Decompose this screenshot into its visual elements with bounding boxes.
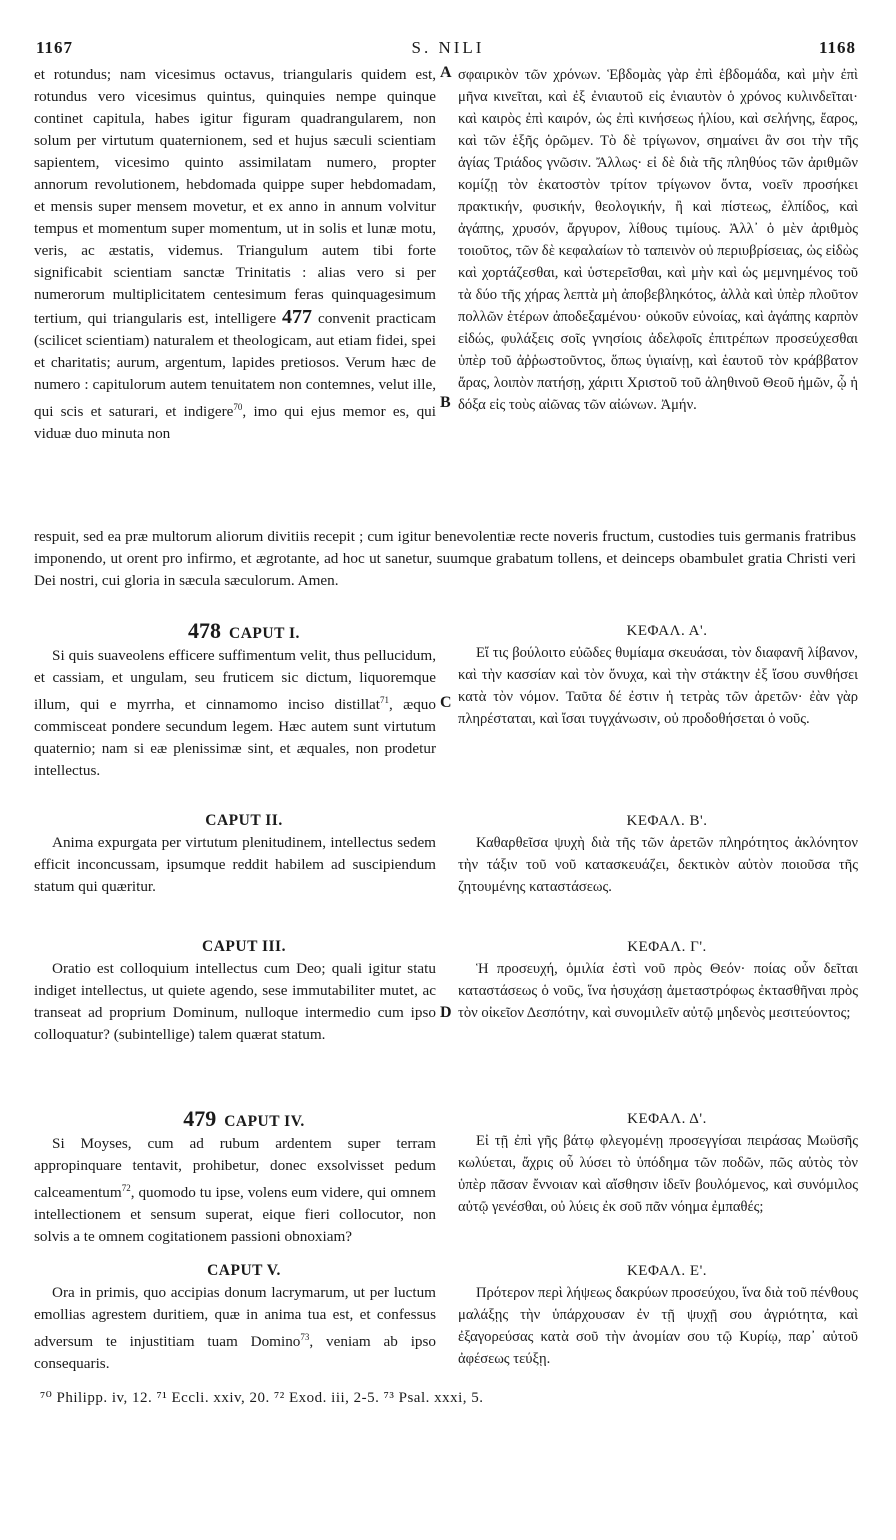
chapter-text: Πρότερον περὶ λήψεως δακρύων προσεύχου, ἵνα διὰ τοῦ πένθους μαλάξῃς τὴν ὑπάρχουσαν ἐν τῇ ψυχῇ σου ἀγριότητα, καὶ ἐξαγορεύσας κατὰ σοῦ τὴν ἀνομίαν σου τῷ Κυρίῳ, παρ᾽ αὐτοῦ ἀφέσεως τεύξῃ. bbox=[458, 1285, 858, 1367]
latin-text: , imo qui ejus memor es, qui viduæ duo minuta non bbox=[34, 403, 436, 443]
greek-chapter-3 bbox=[458, 936, 858, 1108]
latin-chapter-2 bbox=[34, 810, 436, 936]
footnote-ref: 72 bbox=[121, 1183, 131, 1193]
chapter-text: Καθαρθεῖσα ψυχὴ διὰ τῆς τῶν ἀρετῶν πληρότητος ἀκλόνητον τὴν τάξιν τοῦ νοῦ κατασκευάζει, δεκτικὸν αὐτὸν ποιοῦσα τῆς ζητουμένης καταστάσεως. bbox=[458, 835, 858, 895]
chapter-text: Εἰ τῇ ἐπὶ γῆς βάτῳ φλεγομένῃ προσεγγίσαι πειράσας Μωϋσῆς κωλύεται, ἄχρις οὗ λύσει τὸ ὑπόδημα τῶν ποδῶν, πῶς αὐτὸς τὸν ὑπὲρ πᾶσαν ἔννοιαν καὶ αἴσθησιν ἰδεῖν βουλόμενος, καὶ συνόμιλος αὐτῷ γενέσθαι, οὐ λύεις ἐκ σοῦ πᾶν νόημα ἐμπαθές; bbox=[458, 1133, 858, 1215]
latin-paragraph bbox=[34, 64, 436, 445]
chapter-text: Ἡ προσευχή, ὁμιλία ἐστὶ νοῦ πρὸς Θεόν· ποίας οὖν δεῖται καταστάσεως ὁ νοῦς, ἵνα ἡσυχάσῃ ἀμεταστρόφως ἐκτασθῆναι πρὸς τὸν οἰκεῖον Δεσπότην, καὶ συνομιλεῖν αὐτῷ μηδενὸς μεσιτεύοντος; bbox=[458, 961, 858, 1021]
chapter-text: Anima expurgata per virtutum plenitudinem, intellectus sedem efficit inconcussam, ipsumque reddit habilem ad suscipiendum statum qui quæritur. bbox=[34, 834, 436, 895]
chapter-body: , æquo commisceat pondere secundum legem. Hæc autem sunt virtutum quaternio; nam si eæ plenissimæ sint, et æquales, non prodetur intellectus. bbox=[34, 696, 436, 780]
chapter-heading bbox=[34, 620, 436, 645]
latin-text: convenit practicam (scilicet scientiam) naturalem et theologicam, aut etiam fidei, spei et charitatis; aurum, argentum, lapides pretiosos. Verum hæc de numero : capitulorum autem tenuitatem non contemnes, velut ille, qui scis et saturari, et indigere bbox=[34, 310, 436, 421]
chapter-text: Oratio est colloquium intellectus cum Deo; quali igitur statu indiget intellectus, ut quiete agendo, sese immutabiliter mutet, ac transeat ad proprium Dominum, nulloque intermedio cum ipso colloquatur? (subintellige) talem quærat statum. bbox=[34, 960, 436, 1043]
column-number: 477 bbox=[282, 306, 313, 328]
margin-letter-a: A bbox=[440, 64, 452, 81]
right-page-number: 1168 bbox=[818, 38, 856, 57]
chapter-heading: CAPUT II. bbox=[205, 812, 283, 829]
column-number: 478 bbox=[188, 618, 222, 643]
latin-text: et rotundus; nam vicesimus octavus, triangularis quidem est, rotundus vero vicesimus quintus, quinquies nempe quinque continet capitula, habes igitur figuram quadrangularem, non solum per virtutum quaternionem, sed et hujus sæculi scientiam sapientem, vicesimo quinto assimilatam numero, propter annorum revolutionem, hebdomada quippe super hebdomadam, et mensis super mensem movetur, et ex anno in annum volvitur tempus et momentum super momentum, ut in solis et lunæ motu, veris, ac æstatis, videmus. Triangulum autem tibi forte significabit scientiam sanctæ Trinitatis : alias vero si per numerorum multiplicitatem centesimum feras quinquagesimum tertium, qui triangularis est, intelligere bbox=[34, 66, 436, 327]
chapter-body: , veniam ab ipso consequaris. bbox=[34, 1333, 437, 1373]
chapter-title: CAPUT IV. bbox=[224, 1113, 305, 1130]
chapter-body: Si Moyses, cum ad rubum ardentem super terram appropinquare tentavit, prohibetur, donec exsolvisset pedum calceamentum bbox=[34, 1135, 436, 1202]
chapter-body: Ora in primis, quo accipias donum lacrymarum, ut per luctum emollias agrestem duritiem, quæ in anima tua est, et confessus adversum te injustitiam tuam Domino bbox=[34, 1284, 436, 1351]
greek-chapter-5 bbox=[458, 1260, 858, 1370]
latin-chapter-5 bbox=[34, 1260, 436, 1375]
chapter-heading: ΚΕΦΑΛ. Β'. bbox=[626, 813, 708, 829]
footnote-ref: 71 bbox=[380, 695, 390, 705]
latin-chapters bbox=[34, 620, 436, 1375]
chapter-heading: CAPUT III. bbox=[202, 938, 286, 955]
footnote-ref: 70 bbox=[233, 402, 243, 412]
chapter-heading: CAPUT V. bbox=[207, 1262, 281, 1279]
chapter-body: Si quis suaveolens efficere suffimentum velit, thus pellucidum, et cassiam, et ungulam, seu fruticem sic dictum, liquoremque illum, qui e myrrha, et cinnamomo inciso distillat bbox=[34, 647, 436, 714]
running-title: S. NILI bbox=[411, 38, 485, 57]
chapter-heading: ΚΕΦΑΛ. Α'. bbox=[626, 623, 708, 639]
greek-chapter-2 bbox=[458, 810, 858, 936]
footnotes: ⁷⁰ Philipp. iv, 12. ⁷¹ Eccli. xxiv, 20. ⁷² Exod. iii, 2-5. ⁷³ Psal. xxxi, 5. bbox=[40, 1390, 484, 1406]
margin-letter-d: D bbox=[440, 1004, 452, 1021]
chapter-text bbox=[34, 1133, 436, 1248]
chapter-text: Εἴ τις βούλοιτο εὐῶδες θυμίαμα σκευάσαι, τὸν διαφανῆ λίβανον, καὶ τὴν κασσίαν καὶ τὸν ὄνυχα, καὶ τὴν στάκτην ἐξ ἴσου συνθήσει κατὰ τὸν νόμον. Ταῦτα δέ ἐστιν ἡ τετρὰς τῶν ἀρετῶν· ἐὰν γὰρ πληρέσταται, καὶ ἴσαι τυγχάνωσιν, οὐ προδοθήσεται ὁ νοῦς. bbox=[458, 645, 858, 727]
greek-paragraph: σφαιρικὸν τῶν χρόνων. Ἑβδομὰς γὰρ ἐπὶ ἑβδομάδα, καὶ μὴν ἐπὶ μῆνα κινεῖται, καὶ ἐξ ἐνιαυτοῦ εἰς ἐνιαυτὸν ὁ χρόνος κυλινδεῖται· καὶ καιρὸς ἐπὶ καιρόν, ὡς ἐπὶ κινήσεως ἡλίου, καὶ σελήνης, ἔαρος, καὶ τῶν ἑξῆς ὁρῶμεν. Τὸ δὲ τρίγωνον, σημαίνει ἂν σοι τὴν τῆς ἁγίας Τριάδος γνῶσιν. Ἄλλως· εἰ δὲ διὰ τῆς πληθύος τῶν ἀριθμῶν κομίζῃ τὸν ἑκατοστὸν τρίτον τρίγωνον ὄντα, νοεῖν προσήκει πρακτικήν, φυσικήν, θεολογικήν, ἢ καὶ πίστεως, ἐλπίδος, καὶ ἀγάπης, χρυσόν, ἄργυρον, λίθους τιμίους. Ἀλλ᾽ ὁ μὲν ἀριθμὸς τοιοῦτος, τῶν δὲ κεφαλαίων τὸ ταπεινὸν οὐ περιυβρίσειας, ὡς εἰδὼς καὶ χορτάζεσθαι, καὶ ὑστερεῖσθαι, καὶ μὴν καὶ ὡς μεμνημένος τοῦ τὰ δύο τῆς χήρας λεπτὰ μὴ ἀποβεβληκότος, ἀλλὰ καὶ ὑπὲρ πλοῦτον πολλῶν ἑτέρων ἀποδεξαμένου· οὐκοῦν εὐνοίας, καὶ ἀγάπης καρπὸν εἰδώς, φυλάξεις σοῖς γνησίοις ἀδελφοῖς ἐπιτρέπων προσεύχεσθαι ὑπὲρ τοῦ ἀῤῥωστοῦντος, ὅπως ὑγιαίνῃ, καὶ ἑαυτοῦ τὸν κράββατον ἄρας, λοιπὸν πατήσῃ, χάριτι Χριστοῦ τοῦ ἀληθινοῦ Θεοῦ ἡμῶν, ᾧ ἡ δόξα εἰς τοὺς αἰῶνας τῶν αἰώνων. Ἀμήν. bbox=[458, 67, 858, 413]
left-page-number: 1167 bbox=[36, 38, 74, 57]
latin-chapter-1 bbox=[34, 620, 436, 810]
chapter-heading: ΚΕΦΑΛ. Ε'. bbox=[626, 1263, 708, 1279]
chapter-heading bbox=[34, 1108, 436, 1133]
latin-column-top bbox=[34, 64, 436, 528]
latin-chapter-3 bbox=[34, 936, 436, 1108]
greek-chapter-4 bbox=[458, 1108, 858, 1260]
margin-letter-b: B bbox=[440, 394, 451, 411]
chapter-heading: ΚΕΦΑΛ. Γ'. bbox=[627, 939, 707, 955]
chapter-text bbox=[34, 1282, 436, 1375]
greek-chapters bbox=[458, 620, 858, 1370]
chapter-text bbox=[34, 645, 436, 782]
chapter-heading: ΚΕΦΑΛ. Δ'. bbox=[627, 1111, 707, 1127]
latin-chapter-4 bbox=[34, 1108, 436, 1260]
margin-letter-c: C bbox=[440, 694, 452, 711]
chapter-body: , quomodo tu ipse, volens eum videre, qui omnem intellectionem et sensum superat, eique fieri collocutor, non solvis a te omnem cogitationem passioni obnoxiam? bbox=[34, 1184, 436, 1246]
footnote-ref: 73 bbox=[300, 1332, 310, 1342]
greek-chapter-1 bbox=[458, 620, 858, 810]
chapter-title: CAPUT I. bbox=[229, 625, 300, 642]
full-width-paragraph: respuit, sed ea præ multorum aliorum divitiis recepit ; cum igitur benevolentiæ recte noveris fructum, custodies tuis germanis fratribus imponendo, ut orent pro infirmo, et ægrotante, ad hoc ut sanetur, suumque grabatum tollens, et deinceps obambulet gratia Christi veri Dei nostri, cui gloria in sæcula sæculorum. Amen. bbox=[34, 528, 856, 589]
column-number: 479 bbox=[183, 1106, 217, 1131]
greek-column-top bbox=[458, 64, 858, 528]
